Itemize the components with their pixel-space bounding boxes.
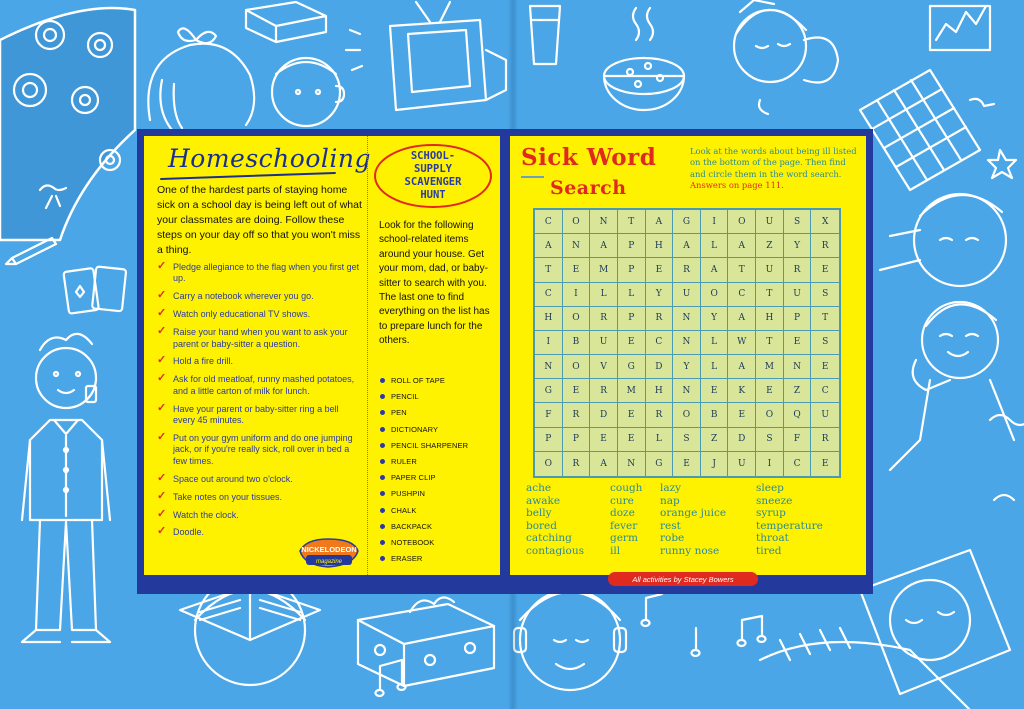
word-search-instructions — [690, 146, 862, 192]
word-list-item: rest — [660, 519, 681, 532]
grid-letter-cell[interactable]: S — [784, 210, 812, 234]
list-item: DICTIONARY — [380, 425, 468, 434]
word-search-title: Sick Word — [521, 144, 657, 171]
step-item: ✓ Hold a fire drill. — [157, 354, 234, 367]
standing-boy-doodle — [22, 334, 110, 642]
girl-with-bow-doodle — [148, 28, 254, 130]
step-item: ✓ Doodle. — [157, 525, 205, 538]
grid-letter-cell[interactable]: X — [811, 210, 839, 234]
grid-letter-cell[interactable]: C — [535, 283, 563, 307]
word-list-item: cure — [610, 494, 634, 507]
grid-letter-cell[interactable]: A — [673, 234, 701, 258]
grid-letter-cell[interactable]: T — [728, 258, 756, 282]
word-list-column — [660, 482, 726, 558]
word-list-item: tired — [756, 544, 782, 557]
grid-letter-cell[interactable]: E — [618, 403, 646, 427]
word-list-item: contagious — [526, 544, 584, 557]
grid-letter-cell[interactable]: P — [618, 234, 646, 258]
grid-letter-cell[interactable]: R — [590, 379, 618, 403]
scavenger-hunt-badge — [372, 142, 494, 210]
list-item: PAPER CLIP — [380, 473, 468, 482]
grid-letter-cell[interactable]: G — [618, 355, 646, 379]
grid-letter-cell[interactable]: O — [563, 307, 591, 331]
grid-letter-cell[interactable]: O — [673, 403, 701, 427]
grid-letter-cell[interactable]: E — [701, 379, 729, 403]
grid-letter-cell[interactable]: Z — [756, 234, 784, 258]
grid-letter-cell[interactable]: W — [728, 331, 756, 355]
grid-letter-cell[interactable]: S — [673, 428, 701, 452]
grid-letter-cell[interactable]: O — [701, 283, 729, 307]
grid-letter-cell[interactable]: U — [811, 403, 839, 427]
grid-letter-cell[interactable]: R — [811, 234, 839, 258]
grid-letter-cell[interactable]: P — [618, 307, 646, 331]
list-item: PENCIL — [380, 392, 468, 401]
grid-letter-cell[interactable]: R — [811, 428, 839, 452]
grid-letter-cell[interactable]: P — [784, 307, 812, 331]
word-list-item: cough — [610, 482, 643, 494]
list-item: CHALK — [380, 506, 468, 515]
grid-letter-cell[interactable]: Y — [701, 307, 729, 331]
grid-letter-cell[interactable]: A — [728, 355, 756, 379]
grid-letter-cell[interactable]: Y — [784, 234, 812, 258]
checkmark-icon: ✓ — [157, 401, 167, 414]
logo-bottom-text: magazine — [315, 559, 343, 565]
grid-letter-cell[interactable]: E — [590, 428, 618, 452]
grid-letter-cell[interactable]: T — [535, 258, 563, 282]
list-item: ERASER — [380, 554, 468, 563]
hand-doodle — [970, 99, 994, 106]
sick-girl-doodle — [734, 0, 838, 114]
grid-letter-cell[interactable]: A — [728, 307, 756, 331]
word-list-item: ill — [610, 544, 621, 557]
column-divider — [367, 136, 368, 575]
word-list-item: runny nose — [660, 544, 720, 557]
grid-letter-cell[interactable]: D — [646, 355, 674, 379]
grid-letter-cell[interactable]: E — [673, 452, 701, 476]
grid-letter-cell[interactable]: U — [590, 331, 618, 355]
activity-panel — [137, 129, 873, 594]
child-on-phone-doodle — [890, 302, 1014, 470]
checkmark-icon: ✓ — [157, 430, 167, 443]
checkmark-icon: ✓ — [157, 354, 167, 367]
grid-letter-cell[interactable]: C — [646, 331, 674, 355]
calendar-grid-doodle — [860, 70, 980, 190]
grid-letter-cell[interactable]: J — [701, 452, 729, 476]
grid-letter-cell[interactable]: A — [590, 452, 618, 476]
homeschooling-steps — [157, 262, 362, 545]
grid-letter-cell[interactable]: R — [590, 307, 618, 331]
step-item: ✓ Have your parent or baby-sitter ring a bell every 45 minutes. — [157, 401, 339, 426]
grid-letter-cell[interactable]: Y — [646, 283, 674, 307]
grid-letter-cell[interactable]: U — [673, 283, 701, 307]
grid-letter-cell[interactable]: A — [701, 258, 729, 282]
word-list-column — [610, 482, 642, 558]
book-stack-doodle — [246, 2, 326, 42]
scavenger-items — [380, 376, 468, 570]
grid-letter-cell[interactable]: T — [756, 331, 784, 355]
grid-letter-cell[interactable]: C — [784, 452, 812, 476]
grid-letter-cell[interactable]: L — [701, 234, 729, 258]
grid-letter-cell[interactable]: E — [811, 355, 839, 379]
grid-letter-cell[interactable]: P — [618, 258, 646, 282]
grid-letter-cell[interactable]: N — [563, 234, 591, 258]
grid-letter-cell[interactable]: P — [535, 428, 563, 452]
grid-letter-cell[interactable]: N — [618, 452, 646, 476]
checkmark-icon: ✓ — [157, 325, 167, 338]
grid-letter-cell[interactable]: A — [646, 210, 674, 234]
grid-letter-cell[interactable]: U — [756, 210, 784, 234]
grid-letter-cell[interactable]: R — [784, 258, 812, 282]
grid-letter-cell[interactable]: A — [590, 234, 618, 258]
grid-letter-cell[interactable]: E — [563, 258, 591, 282]
grid-letter-cell[interactable]: O — [535, 452, 563, 476]
grid-letter-cell[interactable]: S — [811, 283, 839, 307]
grid-letter-cell[interactable]: D — [728, 428, 756, 452]
music-note-doodle — [691, 616, 765, 656]
grid-letter-cell[interactable]: E — [646, 258, 674, 282]
word-search-subtitle: Search — [550, 177, 627, 199]
grid-letter-cell[interactable]: A — [535, 234, 563, 258]
child-with-bandage-doodle — [880, 194, 1006, 286]
instructions-text: Look at the words about being ill listed on the bottom of the page. Then find and circle them in the word search. — [690, 146, 857, 179]
grid-letter-cell[interactable]: F — [535, 403, 563, 427]
grid-letter-cell[interactable]: G — [646, 452, 674, 476]
grid-letter-cell[interactable]: N — [673, 307, 701, 331]
grid-letter-cell[interactable]: N — [590, 210, 618, 234]
step-item: ✓ Watch the clock. — [157, 507, 239, 520]
grid-letter-cell[interactable]: E — [728, 403, 756, 427]
checkmark-icon: ✓ — [157, 260, 167, 272]
word-list-item: temperature — [756, 519, 823, 532]
grid-letter-cell[interactable]: N — [673, 331, 701, 355]
grid-letter-cell[interactable]: N — [673, 379, 701, 403]
checkmark-icon: ✓ — [157, 489, 167, 502]
checkmark-icon: ✓ — [157, 507, 167, 520]
grid-letter-cell[interactable]: H — [646, 234, 674, 258]
badge-line: HUNT — [420, 189, 446, 201]
grid-letter-cell[interactable]: Q — [784, 403, 812, 427]
checkmark-icon: ✓ — [157, 525, 167, 538]
nickelodeon-magazine-logo — [298, 537, 360, 569]
grid-letter-cell[interactable]: K — [728, 379, 756, 403]
grid-letter-cell[interactable]: D — [590, 403, 618, 427]
badge-line: SCHOOL- — [410, 150, 456, 162]
grid-letter-cell[interactable]: E — [821, 458, 829, 469]
grid-letter-cell[interactable]: O — [563, 355, 591, 379]
step-item: ✓ Space out around two o'clock. — [157, 471, 293, 484]
homeschooling-title: Homeschooling — [168, 144, 371, 173]
circle-pattern-doodle — [0, 8, 135, 240]
grid-letter-cell[interactable]: R — [563, 403, 591, 427]
grid-letter-cell[interactable]: L — [618, 283, 646, 307]
title-underline — [160, 172, 336, 180]
grid-letter-cell[interactable]: M — [590, 258, 618, 282]
badge-line: SUPPLY — [414, 163, 452, 175]
word-list-item: bored — [526, 519, 557, 532]
word-list-item: doze — [610, 507, 635, 520]
grid-letter-cell[interactable]: I — [535, 331, 563, 355]
checkmark-icon: ✓ — [157, 307, 167, 320]
list-item: PENCIL SHARPENER — [380, 441, 468, 450]
grid-letter-cell[interactable]: R — [673, 258, 701, 282]
grid-letter-cell[interactable]: Z — [701, 428, 729, 452]
grid-letter-cell[interactable]: C — [728, 283, 756, 307]
grid-letter-cell[interactable]: L — [701, 331, 729, 355]
list-item: BACKPACK — [380, 522, 468, 531]
word-search-grid[interactable] — [533, 208, 841, 478]
grid-letter-cell[interactable]: O — [563, 210, 591, 234]
grid-letter-cell[interactable]: E — [756, 379, 784, 403]
word-list-item: robe — [660, 532, 685, 545]
word-list-item: ache — [526, 482, 552, 494]
grid-letter-cell[interactable]: S — [811, 331, 839, 355]
step-item: ✓ Watch only educational TV shows. — [157, 307, 311, 320]
grid-letter-cell[interactable]: I — [563, 283, 591, 307]
word-list-item: throat — [756, 532, 789, 545]
list-item: ROLL OF TAPE — [380, 376, 468, 385]
grid-letter-cell[interactable]: T — [756, 283, 784, 307]
step-item: ✓ Take notes on your tissues. — [157, 489, 283, 502]
grid-letter-cell[interactable]: B — [701, 403, 729, 427]
step-item: ✓ Ask for old meatloaf, runny mashed potatoes, and a little carton of milk for lunch. — [157, 372, 355, 396]
badge-line: SCAVENGER — [404, 176, 462, 188]
grid-letter-cell[interactable]: Z — [784, 379, 812, 403]
step-item: ✓ Pledge allegiance to the flag when you first get up. — [157, 260, 360, 284]
grid-letter-cell[interactable]: E — [811, 258, 839, 282]
grid-letter-cell[interactable]: Y — [673, 355, 701, 379]
grid-letter-cell[interactable]: C — [811, 379, 839, 403]
grid-letter-cell[interactable]: E — [563, 379, 591, 403]
grid-letter-cell[interactable]: P — [563, 428, 591, 452]
step-item: ✓ Raise your hand when you want to ask your parent or baby-sitter a question. — [157, 325, 348, 349]
grid-letter-cell[interactable]: U — [756, 258, 784, 282]
grid-letter-cell[interactable]: E — [618, 331, 646, 355]
music-note-doodle — [641, 594, 662, 626]
step-item: ✓ Carry a notebook wherever you go. — [157, 289, 314, 302]
word-list-item: nap — [660, 494, 680, 507]
answers-note: Answers on page 111. — [690, 180, 784, 191]
word-list-item: sleep — [756, 482, 784, 494]
grid-letter-cell[interactable]: I — [701, 210, 729, 234]
grid-letter-cell[interactable]: N — [784, 355, 812, 379]
grid-letter-cell[interactable]: C — [535, 210, 563, 234]
grid-letter-cell[interactable]: R — [646, 307, 674, 331]
grid-letter-cell[interactable]: E — [784, 331, 812, 355]
grid-letter-cell[interactable]: F — [784, 428, 812, 452]
television-doodle — [346, 2, 506, 110]
word-list-item: germ — [610, 532, 638, 545]
word-list-item: sneeze — [756, 494, 793, 507]
grid-letter-cell[interactable]: L — [701, 355, 729, 379]
grid-letter-cell[interactable]: M — [756, 355, 784, 379]
chart-doodle — [930, 6, 990, 50]
checkmark-icon: ✓ — [157, 372, 167, 385]
grid-letter-cell[interactable]: N — [535, 355, 563, 379]
grid-letter-cell[interactable]: S — [756, 428, 784, 452]
grid-letter-cell[interactable]: U — [728, 452, 756, 476]
tissue-box-doodle — [358, 597, 494, 686]
soup-bowl-doodle — [604, 8, 684, 110]
grid-letter-cell[interactable]: H — [646, 379, 674, 403]
checkmark-icon: ✓ — [157, 471, 167, 484]
playing-cards-doodle — [63, 266, 126, 313]
word-list-item: catching — [526, 532, 572, 545]
grid-letter-cell[interactable]: U — [784, 283, 812, 307]
boy-with-headphones-doodle — [514, 590, 626, 690]
homeschooling-intro: One of the hardest parts of staying home sick on a school day is being left out of what your classmates are doing. Follow these steps on your day off so that you won't miss a thing. — [157, 184, 362, 256]
grid-letter-cell[interactable]: H — [756, 307, 784, 331]
credit-badge: All activities by Stacey Bowers — [608, 572, 758, 586]
grid-letter-cell[interactable]: R — [563, 452, 591, 476]
grid-letter-cell[interactable]: T — [811, 307, 839, 331]
word-list-column — [756, 482, 823, 558]
grid-letter-cell[interactable]: H — [535, 307, 563, 331]
grid-letter-cell[interactable]: I — [756, 452, 784, 476]
star-doodle — [988, 150, 1016, 178]
word-list-item: syrup — [756, 507, 786, 520]
right-yellow-page — [510, 136, 866, 575]
list-item: PUSHPIN — [380, 489, 468, 498]
grid-letter-cell[interactable]: T — [618, 210, 646, 234]
list-item: PEN — [380, 408, 468, 417]
word-list-item: lazy — [660, 482, 682, 494]
glass-of-milk-doodle — [530, 6, 560, 64]
word-list-item: awake — [526, 494, 561, 507]
list-item: RULER — [380, 457, 468, 466]
grid-letter-cell[interactable]: G — [673, 210, 701, 234]
grid-letter-cell[interactable]: M — [618, 379, 646, 403]
grid-letter-cell[interactable]: O — [756, 403, 784, 427]
grid-letter-cell[interactable]: R — [646, 403, 674, 427]
word-list-item: belly — [526, 507, 552, 520]
checkmark-icon: ✓ — [157, 289, 167, 302]
grid-letter-cell[interactable]: G — [535, 379, 563, 403]
title-underline — [521, 176, 544, 178]
word-list-item: fever — [610, 519, 638, 532]
word-list — [526, 482, 862, 566]
grid-letter-cell[interactable]: A — [728, 234, 756, 258]
grid-letter-cell[interactable]: L — [646, 428, 674, 452]
word-list-column — [526, 482, 584, 558]
grid-letter-cell[interactable]: B — [563, 331, 591, 355]
scavenger-intro: Look for the following school-related items around your house. Get your mom, dad, or baby-sitter to search with you. The last one to find everything on the list has to prepare lunch for the others. — [379, 220, 490, 347]
grid-letter-cell[interactable]: O — [728, 210, 756, 234]
grid-letter-cell[interactable]: V — [590, 355, 618, 379]
list-item: NOTEBOOK — [380, 538, 468, 547]
left-yellow-page — [144, 136, 500, 575]
grid-letter-cell[interactable]: L — [590, 283, 618, 307]
music-note-doodle — [375, 660, 405, 696]
pencil-doodle — [6, 238, 56, 264]
doodle-squiggle — [990, 415, 1024, 500]
step-item: ✓ Put on your gym uniform and do one jumping jack, or if you're really sick, roll over in bed a few times. — [157, 430, 353, 466]
word-list-item: orange juice — [660, 507, 727, 520]
boy-face-doodle — [272, 58, 344, 126]
logo-top-text: NICKELODEON — [301, 545, 357, 554]
grid-letter-cell[interactable]: E — [618, 428, 646, 452]
